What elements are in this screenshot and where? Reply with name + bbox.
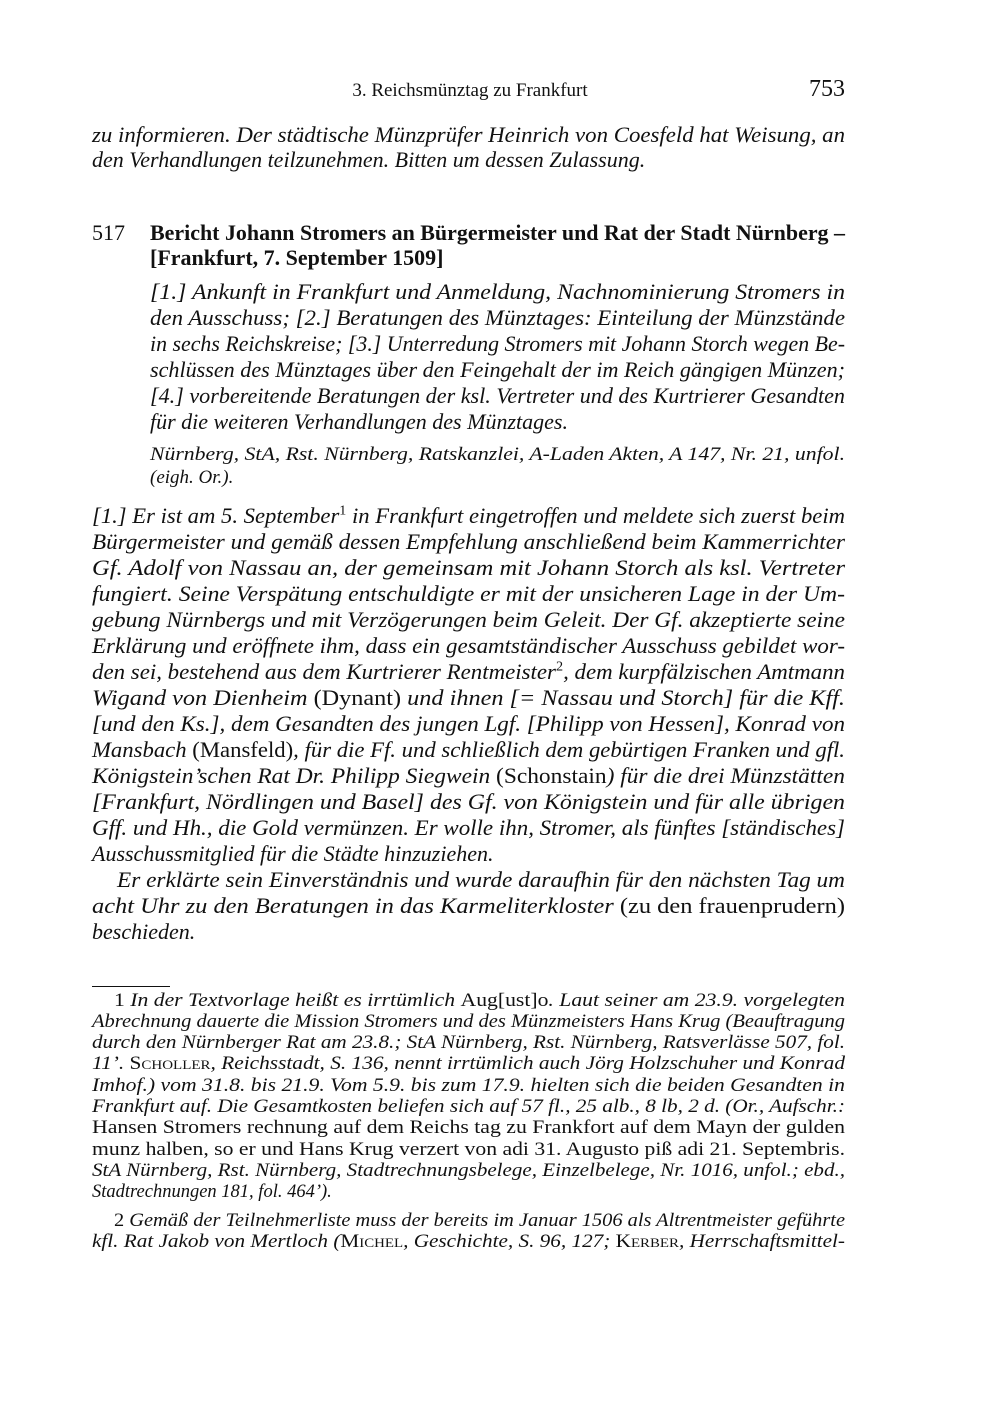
text-span: 2: [114, 1210, 125, 1231]
text-span: acht Uhr zu den Beratungen in das Karmeliterkloster: [92, 893, 620, 918]
text-span: Bericht Johann Stromers an Bürgermeister und Rat der Stadt Nürnberg –: [150, 220, 845, 245]
text-span: Bürgermeister und gemäß dessen Empfehlung anschließend beim Kammerrichter: [92, 529, 845, 554]
body-line: [92, 659, 845, 685]
text-span: Hansen Stromers rechnung auf dem Reichs tag zu Frankfort auf dem Mayn der gulden: [92, 1118, 845, 1139]
body-line: [92, 711, 845, 737]
summary-line: [150, 305, 845, 331]
body-line: [92, 737, 845, 763]
body-line: [92, 815, 845, 841]
text-span: zu informieren. Der städtische Münzprüfer Heinrich von Coesfeld hat Weisung, an: [92, 122, 845, 147]
text-span: In der Textvorlage heißt es irrtümlich: [124, 990, 461, 1011]
text-span: (zu den frauenprudern): [619, 893, 846, 918]
footnote-line: [92, 1097, 845, 1118]
footnote-line: [92, 1118, 845, 1139]
body-line: [92, 919, 195, 945]
body-line: [92, 685, 845, 711]
text-span: 11’.: [92, 1054, 130, 1075]
entry-number: 517: [92, 220, 125, 245]
text-span: Gf. Adolf von Nassau an, der gemeinsam mit Johann Storch als ksl. Vertreter: [92, 555, 845, 580]
source-line: [150, 443, 845, 467]
footnote-line: [92, 1140, 845, 1161]
text-span: [1.] Er ist am 5. September: [92, 503, 340, 528]
source-line: [150, 466, 233, 490]
text-span: [und den Ks.], dem Gesandten des jungen Lgf. [Philipp von Hessen], Konrad von: [92, 711, 845, 736]
footnote-line: [92, 1232, 845, 1253]
body-line: [92, 607, 845, 633]
text-span: Stadtrechnungen 181, fol. 464’).: [92, 1182, 332, 1203]
text-span: munz halben, so er und Hans Krug verzert von adi 31. Augusto piß adi 21. Septembris.: [92, 1139, 845, 1160]
text-span: Aug[ust]o: [460, 990, 549, 1011]
text-span: Gff. und Hh., die Gold vermünzen. Er wolle ihn, Stromer, als fünftes [ständisches]: [92, 815, 846, 840]
footnote-line: [114, 991, 845, 1012]
text-span: [1.] Ankunft in Frankfurt und Anmeldung, Nachnominierung Stromers in: [150, 279, 845, 304]
text-span: gebung Nürnbergs und mit Verzögerungen beim Geleit. Der Gf. akzeptierte seine: [92, 607, 845, 632]
text-span: Frankfurt auf. Die Gesamtkosten beliefen sich auf 57 fl., 25 alb., 8 lb, 2 d. (Or., Aufschr.:: [92, 1097, 845, 1117]
text-span: Wigand von Dienheim: [92, 685, 314, 710]
text-span: kfl. Rat Jakob von Mertloch (: [92, 1231, 341, 1252]
body-line: [92, 893, 845, 919]
body-line: [92, 789, 845, 815]
text-span: , dem kurpfälzischen Amtmann: [563, 659, 846, 684]
footnote-ref: 1: [339, 502, 347, 518]
text-span: Ausschussmitglied für die Städte hinzuziehen.: [92, 841, 494, 866]
entry-title-line: [150, 245, 444, 271]
text-span: (Dynant): [313, 685, 402, 710]
summary-line: [150, 409, 568, 435]
text-span: Königstein’schen Rat Dr. Philipp Siegwein: [92, 763, 497, 788]
footnote-line: [92, 1076, 845, 1097]
text-span: in sechs Reichskreise; [3.] Unterredung Stromers mit Johann Storch wegen Be-: [150, 331, 845, 356]
text-span: durch den Nürnberger Rat am 23.8.; StA Nürnberg, Rst. Nürnberg, Ratsverlässe 507, fol.: [92, 1033, 846, 1054]
body-line: [92, 841, 493, 867]
text-span: Scholler: [129, 1054, 211, 1075]
intro-line: [92, 147, 645, 173]
body-line: [92, 763, 845, 789]
summary-line: [150, 331, 845, 357]
body-line: [92, 581, 845, 607]
footnote-line: [92, 1054, 845, 1075]
footnote-line: [92, 1182, 332, 1203]
body-line: [92, 555, 845, 581]
footnote-divider: [92, 986, 170, 987]
body-line: [92, 529, 845, 555]
text-span: fungiert. Seine Verspätung entschuldigte er mit der unsicheren Lage in der Um-: [92, 581, 845, 606]
text-span: Kerber: [615, 1231, 679, 1252]
text-span: , Geschichte, S. 96, 127;: [403, 1231, 616, 1252]
text-span: , Herrschaftsmittel-: [678, 1231, 845, 1252]
footnote-line: [92, 1033, 845, 1054]
text-span: in Frankfurt eingetroffen und meldete sich zuerst beim: [346, 503, 846, 528]
text-span: beschieden.: [92, 919, 196, 944]
text-span: Erklärung und eröffnete ihm, dass ein gesamtständischer Ausschuss gebildet wor-: [92, 633, 845, 658]
footnote-line: [92, 1161, 845, 1182]
text-span: den sei, bestehend aus dem Kurtrierer Rentmeister: [92, 659, 556, 684]
text-span: Imhof.) vom 31.8. bis 21.9. Vom 5.9. bis zum 17.9. hielten sich die beiden Gesandten in: [92, 1075, 845, 1096]
summary-line: [150, 383, 845, 409]
text-span: und ihnen [= Nassau und Storch] für die Kff.: [401, 685, 845, 710]
text-span: für die weiteren Verhandlungen des Münztages.: [150, 409, 568, 434]
footnote-line: [92, 1012, 845, 1033]
text-span: (eigh. Or.).: [150, 467, 234, 488]
body-line: [92, 633, 845, 659]
text-span: [Frankfurt, 7. September 1509]: [150, 245, 444, 270]
footnote-line: [114, 1211, 845, 1232]
text-span: [Frankfurt, Nördlingen und Basel] des Gf. von Königstein und für alle übrigen: [92, 789, 846, 814]
text-span: , Reichsstadt, S. 136, nennt irrtümlich auch Jörg Holzschuher und Konrad: [210, 1054, 845, 1075]
text-span: Mansbach: [92, 737, 193, 762]
body-line: [117, 867, 845, 893]
text-span: Er erklärte sein Einverständnis und wurde daraufhin für den nächsten Tag um: [117, 867, 845, 892]
text-span: StA Nürnberg, Rst. Nürnberg, Stadtrechnungsbelege, Einzelbelege, Nr. 1016, unfol.; ebd.,: [92, 1160, 845, 1181]
text-span: ) für die drei Münzstätten: [606, 763, 845, 788]
body-line: [92, 503, 845, 529]
intro-line: [92, 122, 845, 148]
page-number: 753: [809, 76, 845, 102]
entry-title-line: [150, 220, 845, 246]
summary-line: [150, 279, 845, 305]
text-span: Gemäß der Teilnehmerliste muss der bereits im Januar 1506 als Altrentmeister geführte: [124, 1210, 846, 1231]
text-span: Michel: [340, 1231, 404, 1252]
summary-line: [150, 357, 845, 383]
text-span: (Schonstain: [496, 763, 607, 788]
running-title: 3. Reichsmünztag zu Frankfurt: [352, 80, 588, 101]
text-span: den Verhandlungen teilzunehmen. Bitten um dessen Zulassung.: [92, 147, 646, 172]
text-span: Nürnberg, StA, Rst. Nürnberg, Ratskanzlei, A-Laden Akten, A 147, Nr. 21, unfol.: [150, 444, 845, 465]
footnote-ref: 2: [555, 658, 564, 674]
text-span: . Laut seiner am 23.9. vorgelegten: [548, 990, 845, 1011]
text-span: [4.] vorbereitende Beratungen der ksl. Vertreter und des Kurtrierer Gesandten: [150, 383, 845, 408]
text-span: schlüssen des Münztages über den Feingehalt der im Reich gängigen Münzen;: [150, 357, 845, 382]
text-span: den Ausschuss; [2.] Beratungen des Münztages: Einteilung der Münzstände: [150, 305, 846, 330]
text-span: (Mansfeld): [192, 737, 294, 762]
text-span: , für die Ff. und schließlich dem gebürtigen Franken und gfl.: [293, 737, 845, 762]
text-span: Abrechnung dauerte die Mission Stromers und des Münzmeisters Hans Krug (Beauftragung: [92, 1011, 845, 1032]
text-span: 1: [114, 990, 125, 1011]
